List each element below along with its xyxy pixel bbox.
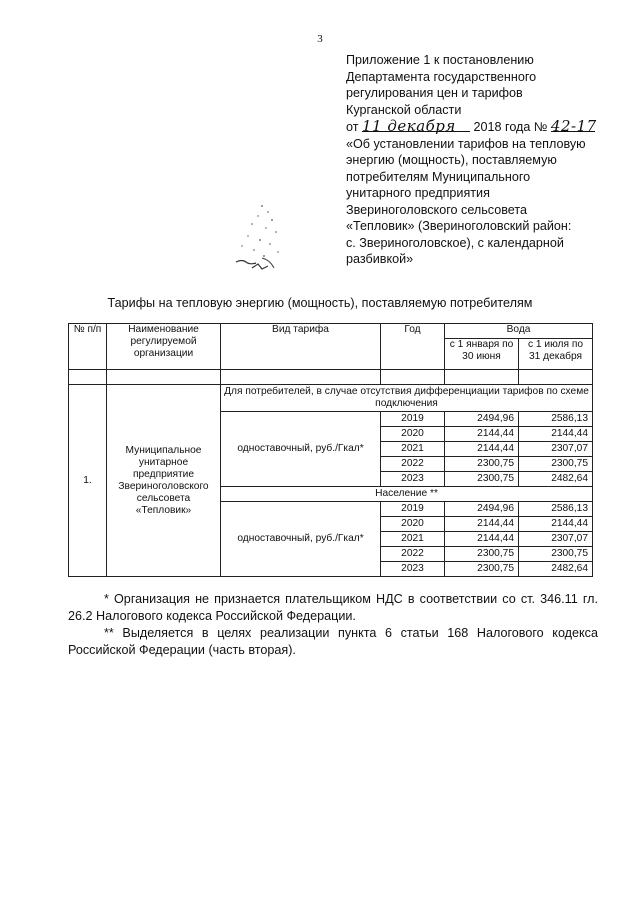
from-prefix: от <box>346 120 359 134</box>
cell-h1-value: 2144,44 <box>445 427 519 442</box>
subject-line-4: унитарного предприятия <box>346 186 490 200</box>
cell-h2-value: 2300,75 <box>519 457 593 472</box>
cell-h2-value: 2482,64 <box>519 562 593 577</box>
section-2-caption: Население ** <box>221 487 593 502</box>
cell-year: 2019 <box>381 502 445 517</box>
cell-h2-value: 2586,13 <box>519 502 593 517</box>
cell-year: 2022 <box>381 547 445 562</box>
subject-line-1: «Об установлении тарифов на тепловую <box>346 136 586 151</box>
appendix-line-1: Приложение 1 к постановлению <box>346 53 534 67</box>
handwritten-number: 42-17 <box>550 117 597 135</box>
section-caption-row <box>69 385 593 412</box>
spacer-row <box>69 370 593 385</box>
section-1-caption: Для потребителей, в случае отсутствия дифференциации тарифов по схеме подключения <box>221 385 593 412</box>
subject-line-3: потребителям Муниципального <box>346 169 531 184</box>
cell-h2-value: 2307,07 <box>519 532 593 547</box>
cell-h1-value: 2494,96 <box>445 502 519 517</box>
subject-line-6: «Тепловик» (Звериноголовский район: <box>346 219 572 233</box>
cell-year: 2021 <box>381 532 445 547</box>
header-year: Год <box>381 324 445 370</box>
cell-h1-value: 2300,75 <box>445 547 519 562</box>
subject-line-7: с. Звериноголовское), с календарной <box>346 235 564 250</box>
cell-h2-value: 2144,44 <box>519 517 593 532</box>
year-text: 2018 года № <box>473 120 548 134</box>
header-water: Вода <box>445 324 593 339</box>
header-tariff-type: Вид тарифа <box>221 324 381 370</box>
page-number: 3 <box>317 33 323 45</box>
appendix-date-line <box>346 118 616 136</box>
tariff-table <box>68 323 593 577</box>
cell-h2-value: 2307,07 <box>519 442 593 457</box>
cell-year: 2021 <box>381 442 445 457</box>
header-period-1: с 1 января по 30 июня <box>445 339 519 370</box>
number-blank <box>550 117 597 135</box>
footnote-vat: * Организация не признается плательщиком НДС в соответствии со ст. 346.11 гл. 26.2 Налогового кодекса Российской Федерации. <box>68 592 598 623</box>
subject-line-2: энергию (мощность), поставляемую <box>346 153 557 167</box>
subject-line-8: разбивкой» <box>346 252 414 266</box>
cell-h2-value: 2144,44 <box>519 427 593 442</box>
section-1-tariff-label: одноставочный, руб./Гкал* <box>221 412 381 487</box>
cell-year: 2023 <box>381 472 445 487</box>
subject-line-5: Звериноголовского сельсовета <box>346 202 528 217</box>
cell-year: 2020 <box>381 517 445 532</box>
cell-h1-value: 2144,44 <box>445 442 519 457</box>
date-blank <box>362 117 470 135</box>
row-number: 1. <box>69 385 107 577</box>
cell-h1-value: 2300,75 <box>445 457 519 472</box>
appendix-block <box>346 52 616 268</box>
cell-h2-value: 2482,64 <box>519 472 593 487</box>
footnote-population: ** Выделяется в целях реализации пункта 6 статьи 168 Налогового кодекса Российской Федерации (часть вторая). <box>68 626 598 657</box>
cell-year: 2023 <box>381 562 445 577</box>
cell-year: 2020 <box>381 427 445 442</box>
cell-h1-value: 2300,75 <box>445 472 519 487</box>
cell-h2-value: 2586,13 <box>519 412 593 427</box>
cell-year: 2022 <box>381 457 445 472</box>
appendix-line-3: регулирования цен и тарифов <box>346 86 523 100</box>
cell-h1-value: 2494,96 <box>445 412 519 427</box>
header-row-1 <box>69 324 593 339</box>
faint-stamp-mark <box>222 198 292 278</box>
table-title: Тарифы на тепловую энергию (мощность), поставляемую потребителям <box>107 296 533 310</box>
section-2-tariff-label: одноставочный, руб./Гкал* <box>221 502 381 577</box>
cell-year: 2019 <box>381 412 445 427</box>
appendix-line-4: Курганской области <box>346 102 462 117</box>
header-period-2: с 1 июля по 31 декабря <box>519 339 593 370</box>
cell-h2-value: 2300,75 <box>519 547 593 562</box>
header-org: Наименование регулируемой организации <box>107 324 221 370</box>
cell-h1-value: 2300,75 <box>445 562 519 577</box>
header-num: № п/п <box>69 324 107 370</box>
cell-h1-value: 2144,44 <box>445 517 519 532</box>
organization-name: Муниципальное унитарное предприятие Звериноголовского сельсовета «Тепловик» <box>107 385 221 577</box>
footnotes <box>68 591 598 659</box>
cell-h1-value: 2144,44 <box>445 532 519 547</box>
handwritten-date: 11 декабря <box>362 117 456 135</box>
appendix-line-2: Департамента государственного <box>346 69 537 84</box>
